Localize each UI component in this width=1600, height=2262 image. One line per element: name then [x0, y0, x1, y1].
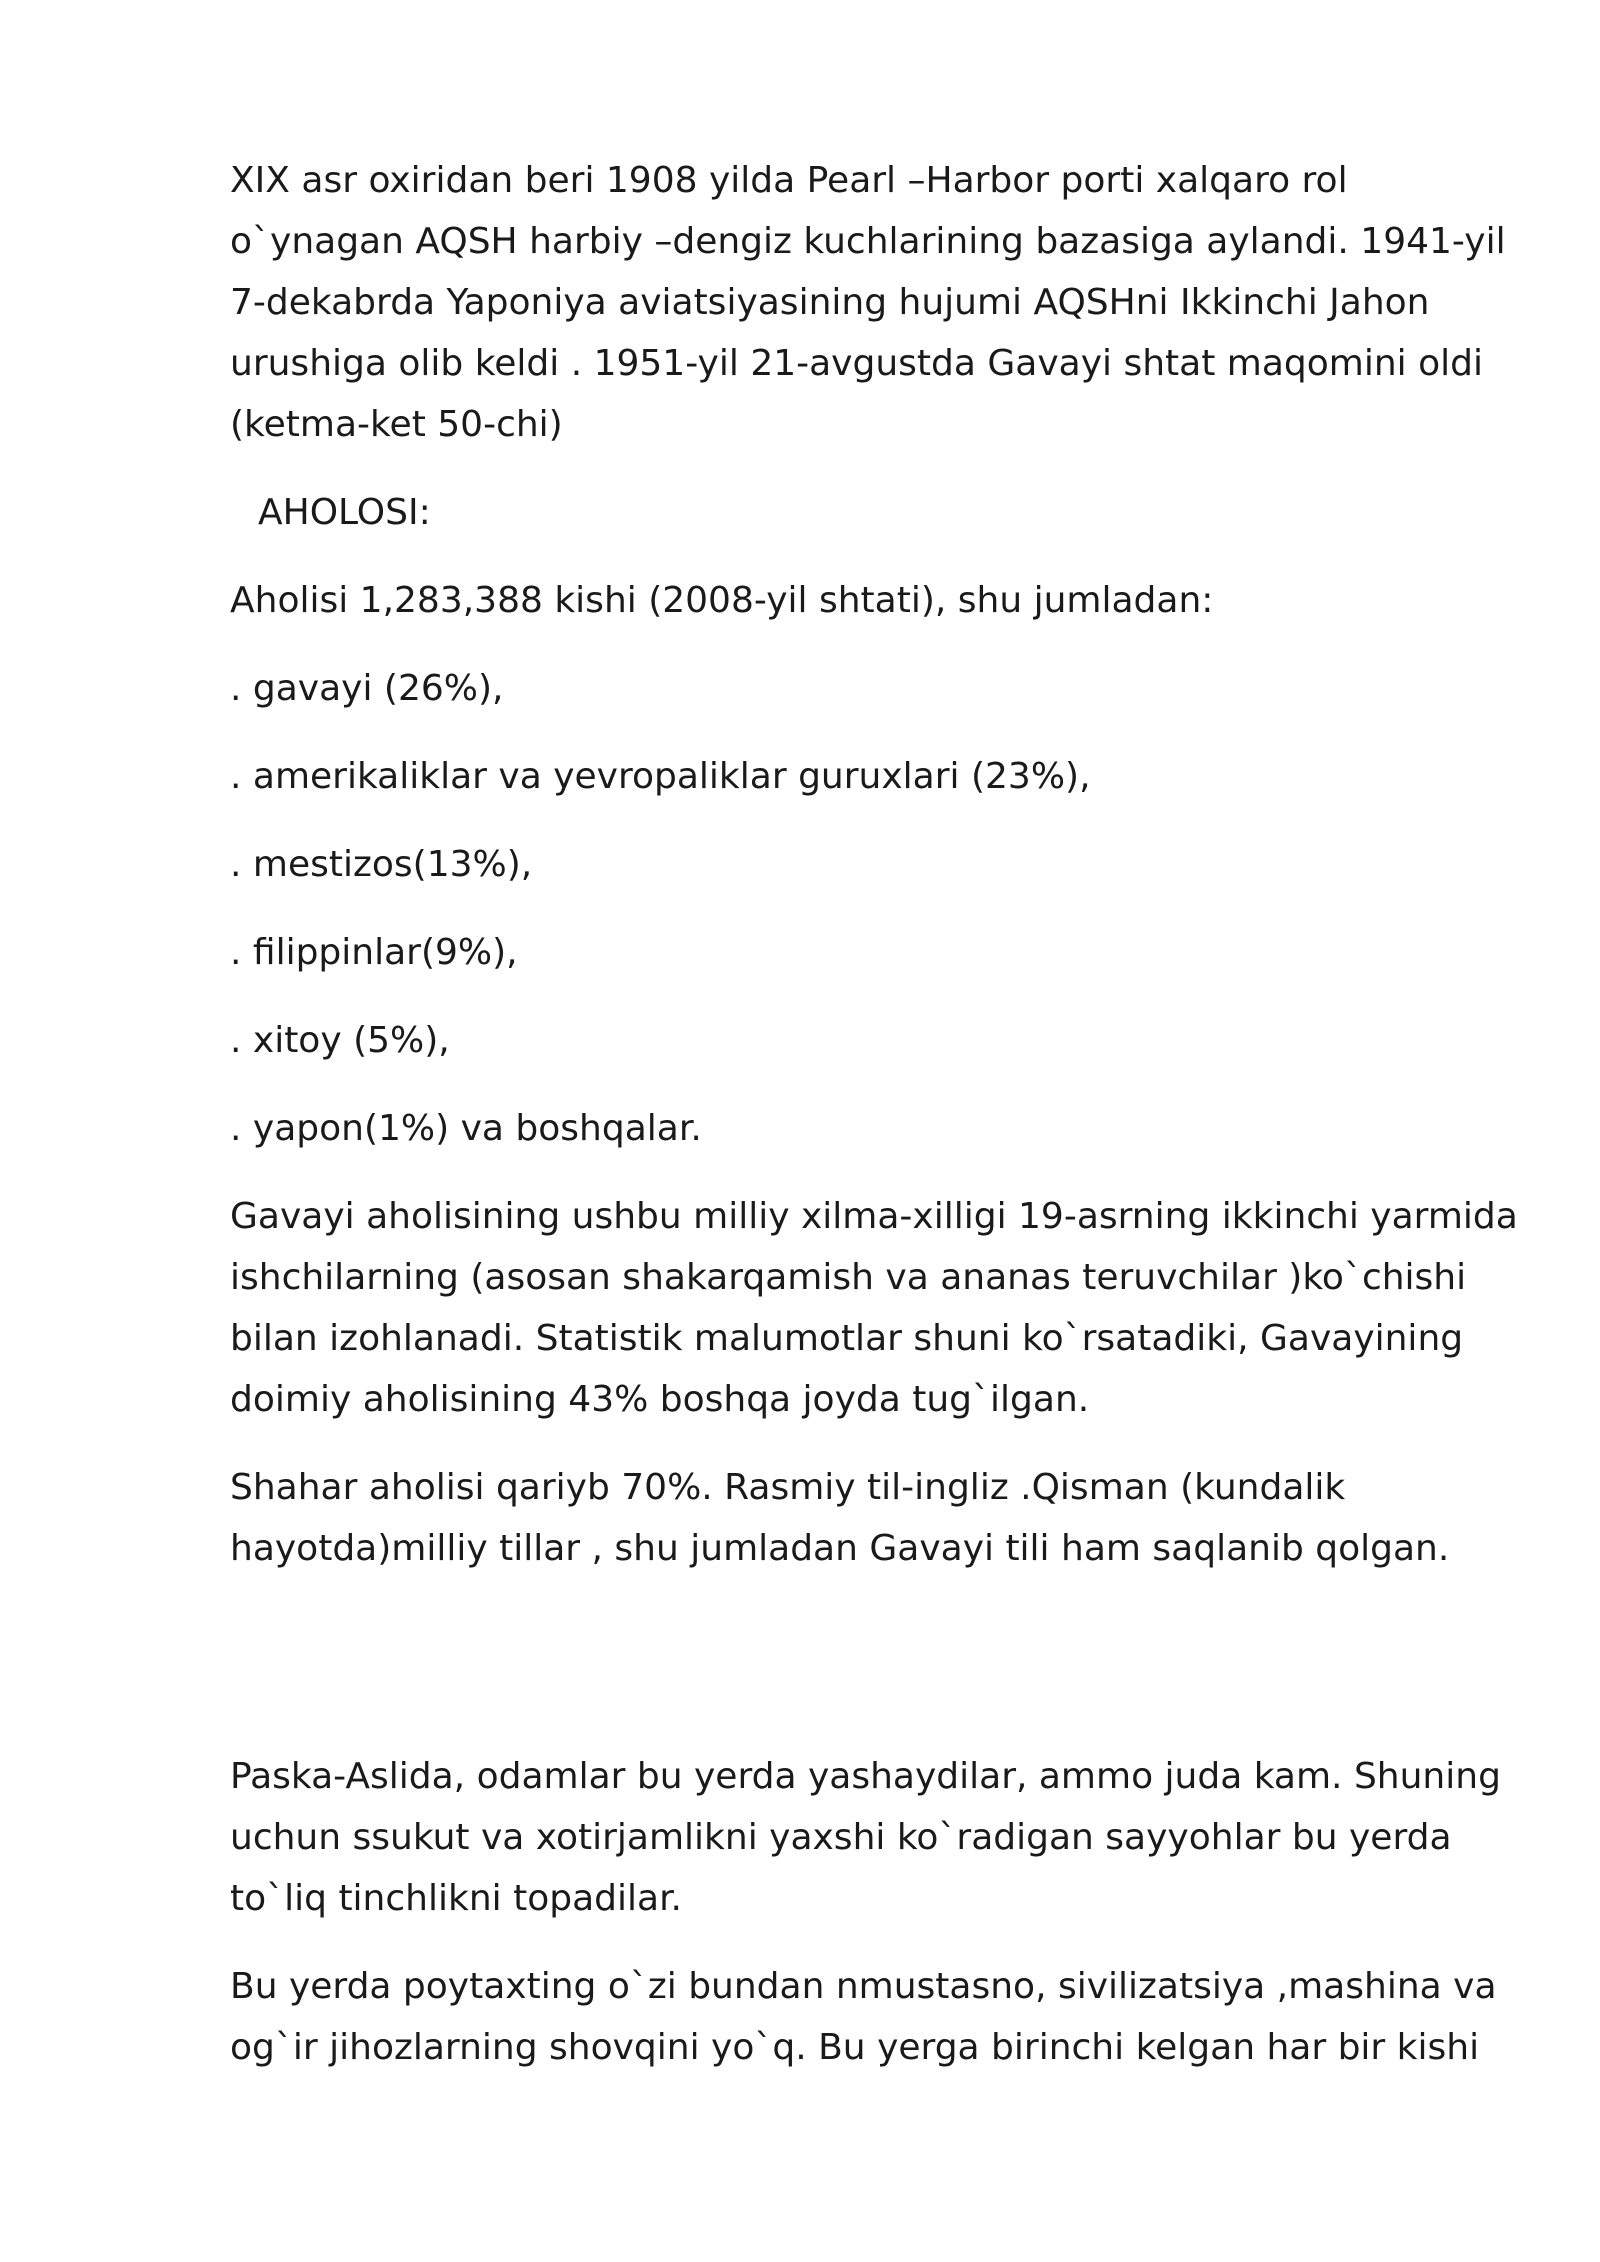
- paragraph-capital: Bu yerda poytaxting o`zi bundan nmustasno, sivilizatsiya ,mashina va og`ir jihozlarning shovqini yo`q. Bu yerga birinchi kelgan har bir kishi: [230, 1966, 1497, 2068]
- population-intro: Aholisi 1,283,388 kishi (2008-yil shtati), shu jumladan:: [230, 580, 1214, 621]
- paragraph-diversity: Gavayi aholisining ushbu milliy xilma-xilligi 19-asrning ikkinchi yarmida ishchilarning (asosan shakarqamish va ananas teruvchilar )ko`chishi bilan izohlanadi. Statistik malumotlar shuni ko`rsatadiki, Gavayining doimiy aholisining 43% boshqa joyda tug`ilgan.: [230, 1196, 1518, 1420]
- blank-space: [230, 1606, 1530, 1746]
- paragraph-paska: Paska-Aslida, odamlar bu yerda yashaydilar, ammo juda kam. Shuning uchun ssukut va xotirjamlikni yaxshi ko`radigan sayyohlar bu yerda to`liq tinchlikni topadilar.: [230, 1756, 1501, 1919]
- list-item: . xitoy (5%),: [230, 1020, 450, 1061]
- list-item: . yapon(1%) va boshqalar.: [230, 1108, 702, 1149]
- list-item: . amerikaliklar va yevropaliklar guruxlari (23%),: [230, 756, 1091, 797]
- heading-population: AHOLOSI:: [258, 492, 431, 533]
- document-body: [230, 150, 1530, 2105]
- paragraph-history: XIX asr oxiridan beri 1908 yilda Pearl –Harbor porti xalqaro rol o`ynagan AQSH harbiy –dengiz kuchlarining bazasiga aylandi. 1941-yil 7-dekabrda Yaponiya aviatsiyasining hujumi AQSHni Ikkinchi Jahon urushiga olib keldi . 1951-yil 21-avgustda Gavayi shtat maqomini oldi (ketma-ket 50-chi): [230, 160, 1506, 445]
- list-item: . mestizos(13%),: [230, 844, 533, 885]
- list-item: . gavayi (26%),: [230, 668, 504, 709]
- paragraph-language: Shahar aholisi qariyb 70%. Rasmiy til-ingliz .Qisman (kundalik hayotda)milliy tillar , shu jumladan Gavayi tili ham saqlanib qolgan.: [230, 1467, 1450, 1569]
- list-item: . filippinlar(9%),: [230, 932, 518, 973]
